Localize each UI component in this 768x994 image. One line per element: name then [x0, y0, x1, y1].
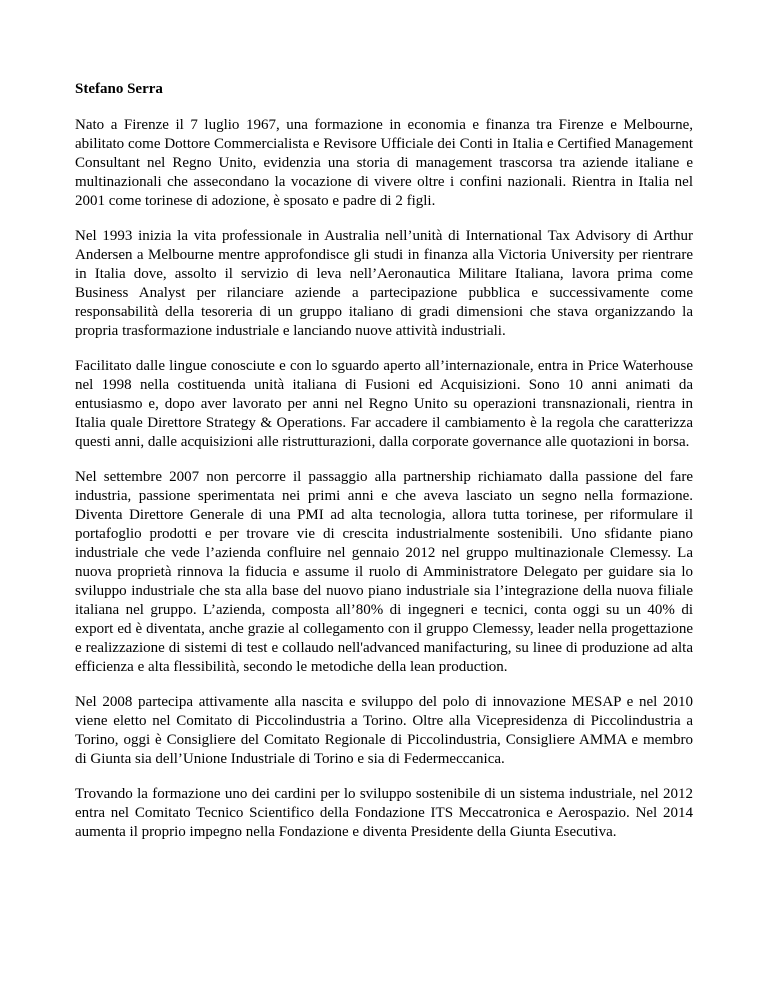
paragraph-early-career: Nel 1993 inizia la vita professionale in Australia nell’unità di International Tax Advisory di Arthur Andersen a Melbourne mentre approfondisce gli studi in finanza alla Victoria University per rientrare in Italia dove, assolto il servizio di leva nell’Aeronautica Militare Italiana, lavora prima come Business Analyst per rilanciare aziende a partecipazione pubblica e successivamente come responsabilità della tesoreria di un gruppo italiano di gradi dimensioni che stava organizzando la propria trasformazione industriale e lanciando nuove attività industriali.: [75, 228, 693, 339]
paragraph-piccolindustria: Nel 2008 partecipa attivamente alla nascita e sviluppo del polo di innovazione MESAP e nel 2010 viene eletto nel Comitato di Piccolindustria a Torino. Oltre alla Vicepresidenza di Piccolindustria a Torino, oggi è Consigliere del Comitato Regionale di Piccolindustria, Consigliere AMMA e membro di Giunta sia dell’Unione Industriale di Torino e sia di Federmeccanica.: [75, 694, 693, 767]
document-title: Stefano Serra: [75, 81, 163, 97]
document-page: [75, 80, 693, 858]
paragraph-biography-intro: Nato a Firenze il 7 luglio 1967, una formazione in economia e finanza tra Firenze e Melbourne, abilitato come Dottore Commercialista e Revisore Ufficiale dei Conti in Italia e Certified Management Consultant nel Regno Unito, evidenzia una storia di management trascorsa tra aziende italiane e multinazionali che assecondano la vocazione di vivere oltre i confini nazionali. Rientra in Italia nel 2001 come torinese di adozione, è sposato e padre di 2 figli.: [75, 117, 693, 209]
paragraph-general-director: Nel settembre 2007 non percorre il passaggio alla partnership richiamato dalla passione del fare industria, passione sperimentata nei primi anni e che aveva lasciato un segno nella formazione. Diventa Direttore Generale di una PMI ad alta tecnologia, allora tutta torinese, per riformulare il portafoglio prodotti e per trovare vie di crescita industrialmente sostenibili. Uno sfidante piano industriale che vede l’azienda confluire nel gennaio 2012 nel gruppo multinazionale Clemessy. La nuova proprietà rinnova la fiducia e assume il ruolo di Amministratore Delegato per guidare sia lo sviluppo industriale che sta alla base del nuovo piano industriale sia l’integrazione della nuova filiale italiana nel gruppo. L’azienda, composta all’80% di ingegneri e tecnici, conta oggi su un 40% di export ed è diventata, anche grazie al collegamento con il gruppo Clemessy, leader nella progettazione e realizzazione di sistemi di test e collaudo nell'advanced manifacturing, su linee di produzione ad alta efficienza e alta flessibilità, secondo le metodiche della lean production.: [75, 469, 693, 675]
paragraph-its-foundation: Trovando la formazione uno dei cardini per lo sviluppo sostenibile di un sistema industriale, nel 2012 entra nel Comitato Tecnico Scientifico della Fondazione ITS Meccatronica e Aerospazio. Nel 2014 aumenta il proprio impegno nella Fondazione e diventa Presidente della Giunta Esecutiva.: [75, 786, 693, 840]
paragraph-price-waterhouse: Facilitato dalle lingue conosciute e con lo sguardo aperto all’internazionale, entra in Price Waterhouse nel 1998 nella costituenda unità italiana di Fusioni ed Acquisizioni. Sono 10 anni animati da entusiasmo e, dopo aver lavorato per anni nel Regno Unito su operazioni transnazionali, rientra in Italia quale Direttore Strategy & Operations. Far accadere il cambiamento è la regola che caratterizza questi anni, dalle acquisizioni alle ristrutturazioni, dalla corporate governance alle quotazioni in borsa.: [75, 358, 693, 450]
